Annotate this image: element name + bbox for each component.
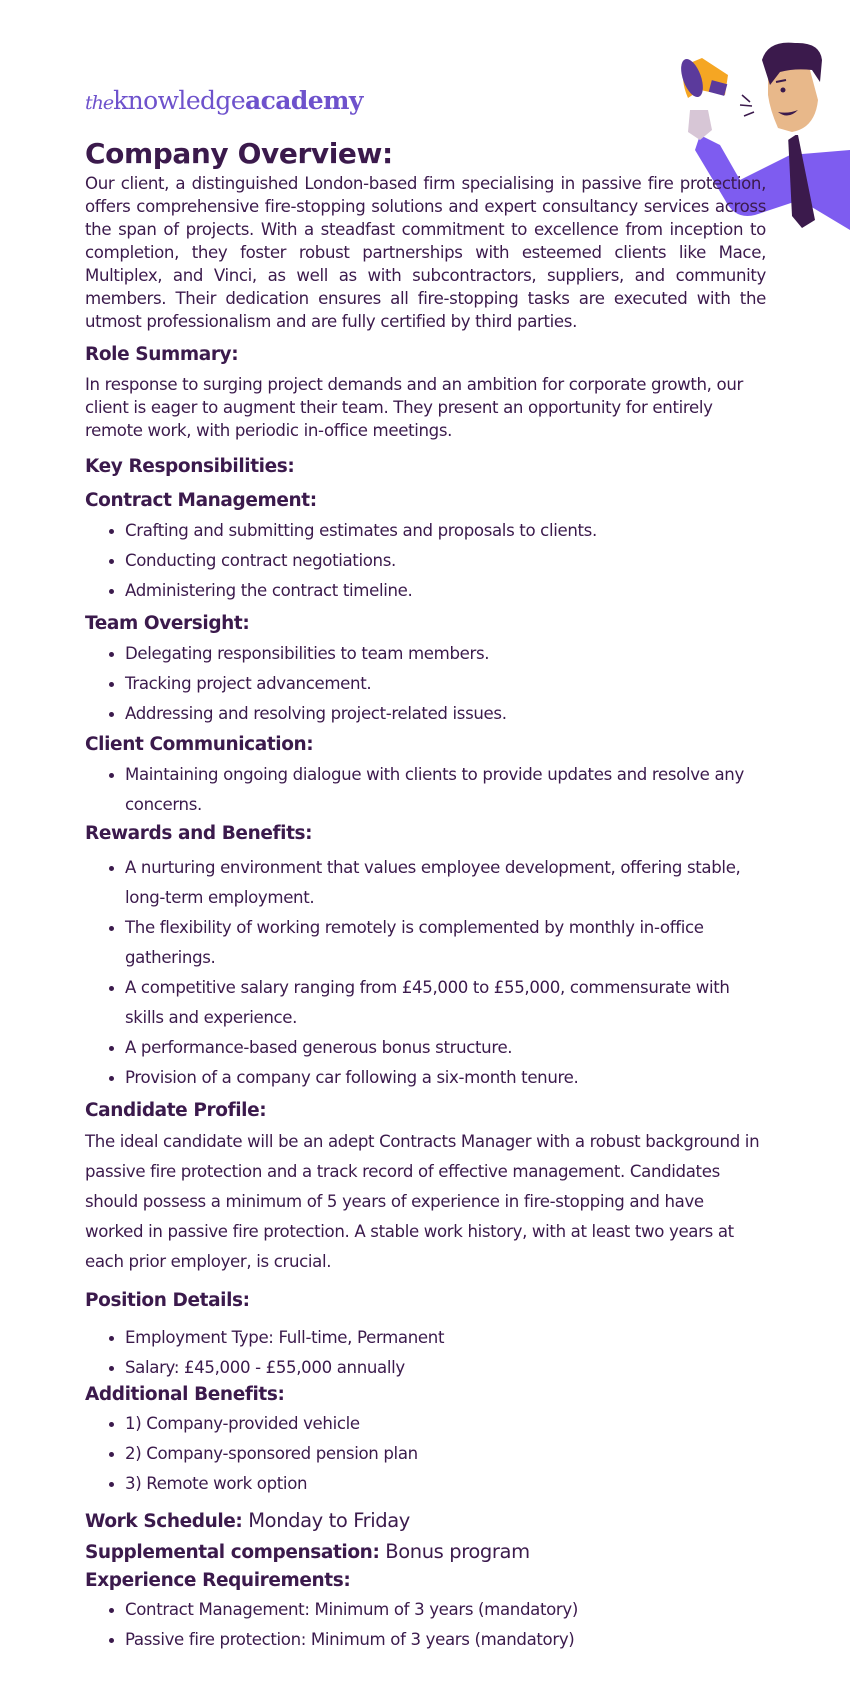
team-oversight-heading: Team Oversight: [85,613,250,634]
list-item: Passive fire protection: Minimum of 3 years (mandatory) [85,1625,766,1655]
list-item: A performance-based generous bonus structure. [85,1033,765,1063]
additional-benefits-list [85,1409,766,1499]
list-item: Maintaining ongoing dialogue with clients to provide updates and resolve any concerns. [85,760,785,820]
experience-list [85,1595,766,1655]
list-item: Tracking project advancement. [85,669,766,699]
job-description [85,136,766,1655]
client-communication-list [85,760,785,820]
list-item: Salary: £45,000 - £55,000 annually [85,1353,766,1383]
experience-heading: Experience Requirements: [85,1570,351,1591]
list-item: Crafting and submitting estimates and proposals to clients. [85,516,766,546]
logo-the: the [85,92,114,114]
logo-knowledge: knowledge [113,86,246,115]
list-item: Contract Management: Minimum of 3 years (mandatory) [85,1595,766,1625]
candidate-profile-body: The ideal candidate will be an adept Contracts Manager with a robust background in passive fire protection and a track record of effective management. Candidates should possess a minimum of 5 years of experience in fire-stopping and have worked in passive fire protection. A stable work history, with at least two years at each prior employer, is crucial. [85,1132,760,1271]
position-details-heading: Position Details: [85,1290,250,1311]
client-communication-heading: Client Communication: [85,734,314,755]
list-item: Conducting contract negotiations. [85,546,766,576]
list-item: Addressing and resolving project-related issues. [85,699,766,729]
list-item: A competitive salary ranging from £45,000 to £55,000, commensurate with skills and experience. [85,973,765,1033]
list-item: The flexibility of working remotely is complemented by monthly in-office gatherings. [85,913,765,973]
logo-academy: academy [245,86,363,115]
list-item: 2) Company-sponsored pension plan [85,1439,766,1469]
work-schedule [85,1507,766,1535]
list-item: Employment Type: Full-time, Permanent [85,1323,766,1353]
candidate-profile-heading: Candidate Profile: [85,1100,267,1121]
list-item: 1) Company-provided vehicle [85,1409,766,1439]
rewards-list [85,853,765,1093]
position-details-list [85,1323,766,1383]
list-item: A nurturing environment that values employee development, offering stable, long-term employment. [85,853,765,913]
overview-title: Company Overview: [85,137,393,170]
overview-body: Our client, a distinguished London-based firm specialising in passive fire protection, offers comprehensive fire-stopping solutions and expert consultancy services across the span of projects. With a steadfast commitment to excellence from inception to completion, they foster robust partnerships with esteemed clients like Mace, Multiplex, and Vinci, as well as with subcontractors, suppliers, and community members. Their dedication ensures all fire-stopping tasks are executed with the utmost professionalism and are fully certified by third parties. [85,174,766,331]
contract-management-list [85,516,766,606]
supplemental-compensation [85,1538,766,1566]
brand-logo [85,86,363,118]
supplemental-value: Bonus program [379,1540,530,1563]
team-oversight-list [85,639,766,729]
supplemental-label: Supplemental compensation: [85,1542,380,1563]
additional-benefits-heading: Additional Benefits: [85,1384,285,1405]
role-summary-body: In response to surging project demands and an ambition for corporate growth, our client is eager to augment their team. They present an opportunity for entirely remote work, with periodic in-office meetings. [85,375,743,440]
list-item: 3) Remote work option [85,1469,766,1499]
list-item: Provision of a company car following a six-month tenure. [85,1063,765,1093]
list-item: Delegating responsibilities to team members. [85,639,766,669]
list-item: Administering the contract timeline. [85,576,766,606]
work-schedule-label: Work Schedule: [85,1511,243,1532]
contract-management-heading: Contract Management: [85,490,317,511]
work-schedule-value: Monday to Friday [242,1509,410,1532]
rewards-heading: Rewards and Benefits: [85,823,313,844]
key-responsibilities-heading: Key Responsibilities: [85,456,295,477]
role-summary-heading: Role Summary: [85,344,239,365]
